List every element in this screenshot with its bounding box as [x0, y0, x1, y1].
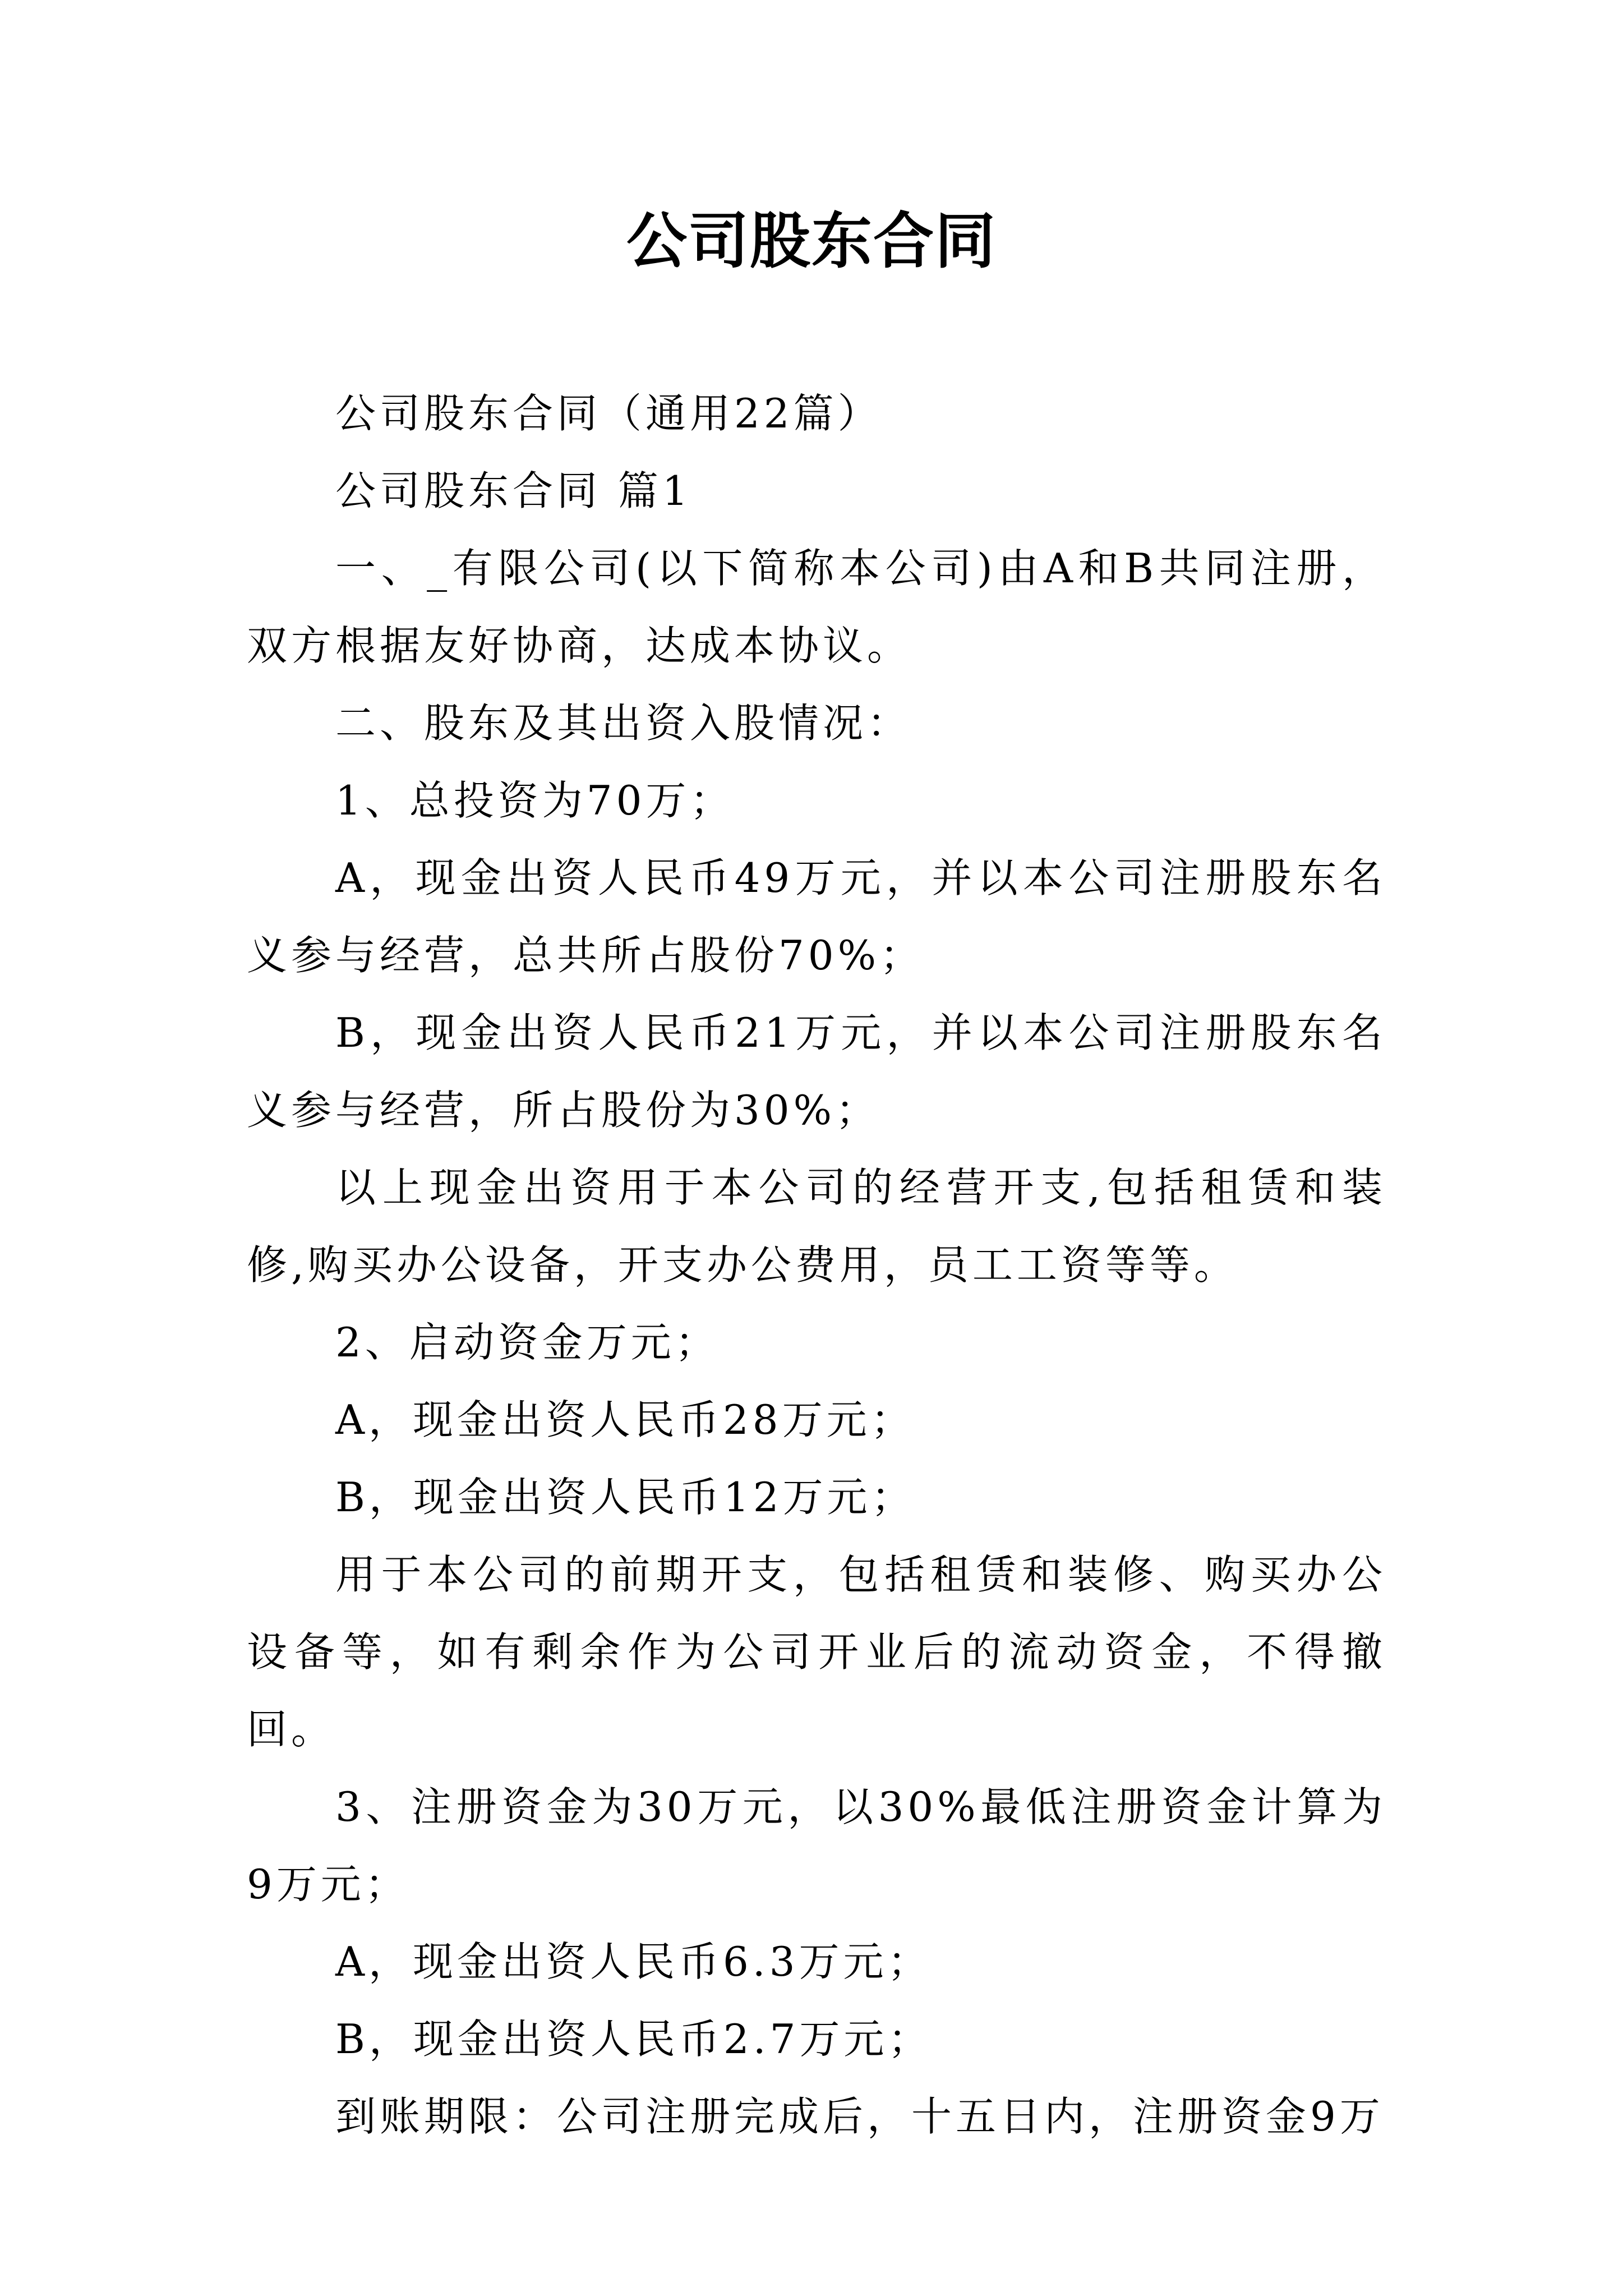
document-title: 公司股东合同: [626, 206, 997, 277]
paragraph: 3、注册资金为30万元，以30%最低注册资金计算为9万元；: [247, 1783, 1386, 1908]
paragraph: B，现金出资人民币2.7万元；: [335, 2016, 933, 2063]
paragraph: 一、_有限公司(以下简称本公司)由A和B共同注册，双方根据友好协商，达成本协议。: [247, 545, 1386, 669]
document-body: [247, 375, 1386, 2155]
paragraph: 1、总投资为70万；: [335, 777, 735, 824]
paragraph: 二、股东及其出资入股情况：: [335, 700, 912, 747]
paragraph: 到账期限：公司注册完成后，十五日内，注册资金9万: [335, 2093, 1384, 2140]
paragraph-subtitle: 公司股东合同（通用22篇）: [335, 390, 882, 437]
paragraph: 2、启动资金万元；: [335, 1319, 720, 1366]
paragraph: B，现金出资人民币21万元，并以本公司注册股东名义参与经营，所占股份为30%；: [247, 1009, 1386, 1134]
paragraph: 以上现金出资用于本公司的经营开支,包括租赁和装修,购买办公设备，开支办公费用，员工工资等等。: [247, 1164, 1386, 1289]
paragraph: A，现金出资人民币6.3万元；: [335, 1938, 932, 1985]
paragraph: A，现金出资人民币28万元；: [335, 1396, 915, 1443]
paragraph: B，现金出资人民币12万元；: [335, 1474, 916, 1521]
paragraph-section-heading: 公司股东合同 篇1: [335, 467, 692, 514]
paragraph: 用于本公司的前期开支，包括租赁和装修、购买办公设备等，如有剩余作为公司开业后的流动资金，不得撤回。: [247, 1551, 1386, 1753]
paragraph: A，现金出资人民币49万元，并以本公司注册股东名义参与经营，总共所占股份70%；: [247, 854, 1386, 979]
